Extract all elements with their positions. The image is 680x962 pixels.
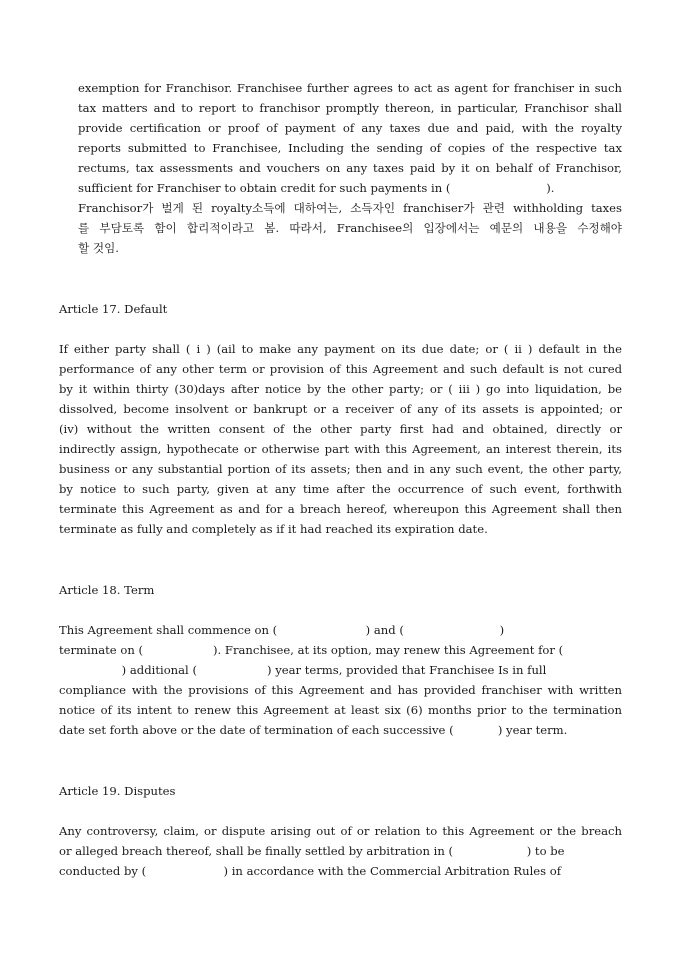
paragraph-line: exemption for Franchisor. Franchisee further agrees to act as agent for franchiser in such xyxy=(78,81,622,95)
article-19-heading: Article 19. Disputes xyxy=(59,784,176,798)
paragraph-line: terminate this Agreement as and for a breach hereof, whereupon this Agreement shall then xyxy=(59,502,622,516)
paragraph-line: dissolved, become insolvent or bankrupt or a receiver of any of its assets is appointed; or xyxy=(59,402,622,416)
paragraph-line: This Agreement shall commence on ( ) and ( ) xyxy=(59,623,505,637)
korean-note-line: 할 것임. xyxy=(78,241,119,255)
paragraph-line: date set forth above or the date of termination of each successive ( ) year term. xyxy=(59,723,568,737)
paragraph-line: rectums, tax assessments and vouchers on any taxes paid by it on behalf of Franchisor, xyxy=(78,161,622,175)
paragraph-line: (iv) without the written consent of the other party first had and obtained, directly or xyxy=(59,422,622,436)
paragraph-line: Any controversy, claim, or dispute arising out of or relation to this Agreement or the breach xyxy=(59,824,622,838)
paragraph-line: provide certification or proof of payment of any taxes due and paid, with the royalty xyxy=(78,121,622,135)
paragraph-line: compliance with the provisions of this Agreement and has provided franchiser with written xyxy=(59,683,622,697)
korean-note-line: 를 부담토록 함이 합리적이라고 봄. 따라서, Franchisee의 입장에서는 예문의 내용을 수정해야 xyxy=(78,221,622,235)
article-17-heading: Article 17. Default xyxy=(59,302,168,316)
paragraph-line: performance of any other term or provision of this Agreement and such default is not cured xyxy=(59,362,622,376)
paragraph-line: indirectly assign, hypothecate or otherwise part with this Agreement, an interest therein, its xyxy=(59,442,622,456)
paragraph-line: or alleged breach thereof, shall be finally settled by arbitration in ( ) to be xyxy=(59,844,565,858)
paragraph-line: by it within thirty (30)days after notice by the other party; or ( iii ) go into liquidation, be xyxy=(59,382,622,396)
korean-note-line: Franchisor가 벌게 된 royalty소득에 대하여는, 소득자인 franchiser가 관련 withholding taxes xyxy=(78,201,622,215)
paragraph-line: by notice to such party, given at any time after the occurrence of such event, forthwith xyxy=(59,482,622,496)
paragraph-line: terminate on ( ). Franchisee, at its option, may renew this Agreement for ( xyxy=(59,643,564,657)
paragraph-line: tax matters and to report to franchisor promptly thereon, in particular, Franchisor shall xyxy=(78,101,622,115)
paragraph-line: terminate as fully and completely as if it had reached its expiration date. xyxy=(59,522,488,536)
article-18-heading: Article 18. Term xyxy=(59,583,155,597)
paragraph-line: business or any substantial portion of its assets; then and in any such event, the other party, xyxy=(59,462,622,476)
paragraph-line: ) additional ( ) year terms, provided that Franchisee Is in full xyxy=(59,663,547,677)
paragraph-line: If either party shall ( i ) (ail to make any payment on its due date; or ( ii ) default in the xyxy=(59,342,622,356)
paragraph-line: conducted by ( ) in accordance with the Commercial Arbitration Rules of xyxy=(59,864,562,878)
paragraph-line: reports submitted to Franchisee, Including the sending of copies of the respective tax xyxy=(78,141,622,155)
paragraph-line: notice of its intent to renew this Agreement at least six (6) months prior to the termination xyxy=(59,703,622,717)
paragraph-line: sufficient for Franchiser to obtain credit for such payments in ( ). xyxy=(78,181,555,195)
